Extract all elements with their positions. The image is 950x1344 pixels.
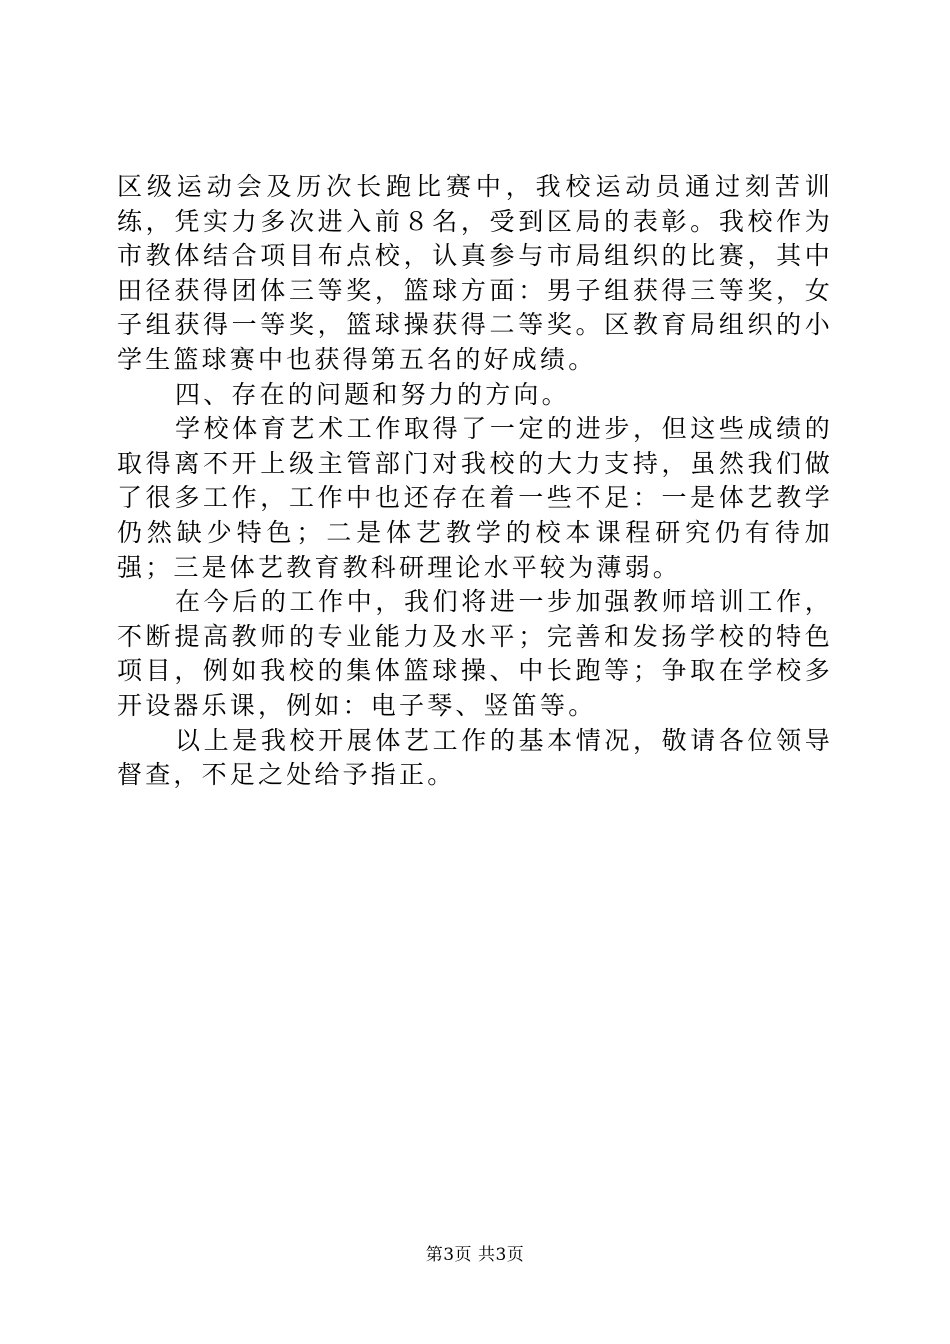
- paragraph-future-work: 在今后的工作中，我们将进一步加强教师培训工作，不断提高教师的专业能力及水平；完善和发扬学校的特色项目，例如我校的集体篮球操、中长跑等；争取在学校多开设器乐课，例如：电子琴、竖笛等。: [117, 587, 833, 720]
- paragraph-shortcomings: 学校体育艺术工作取得了一定的进步，但这些成绩的取得离不开上级主管部门对我校的大力支持，虽然我们做了很多工作，工作中也还存在着一些不足：一是体艺教学仍然缺少特色；二是体艺教学的校本课程研究仍有待加强；三是体艺教育教科研理论水平较为薄弱。: [117, 414, 833, 582]
- paragraph-continuation: 区级运动会及历次长跑比赛中，我校运动员通过刻苦训练，凭实力多次进入前８名，受到区局的表彰。我校作为市教体结合项目布点校，认真参与市局组织的比赛，其中田径获得团体三等奖，篮球方面：男子组获得三等奖，女子组获得一等奖，篮球操获得二等奖。区教育局组织的小学生篮球赛中也获得第五名的好成绩。: [117, 172, 833, 374]
- paragraph-closing: 以上是我校开展体艺工作的基本情况，敬请各位领导督查，不足之处给予指正。: [117, 725, 833, 790]
- page-number-footer: 第3页 共3页: [425, 1245, 525, 1265]
- section-heading-problems-and-direction: 四、存在的问题和努力的方向。: [175, 379, 570, 409]
- document-body: [117, 170, 833, 793]
